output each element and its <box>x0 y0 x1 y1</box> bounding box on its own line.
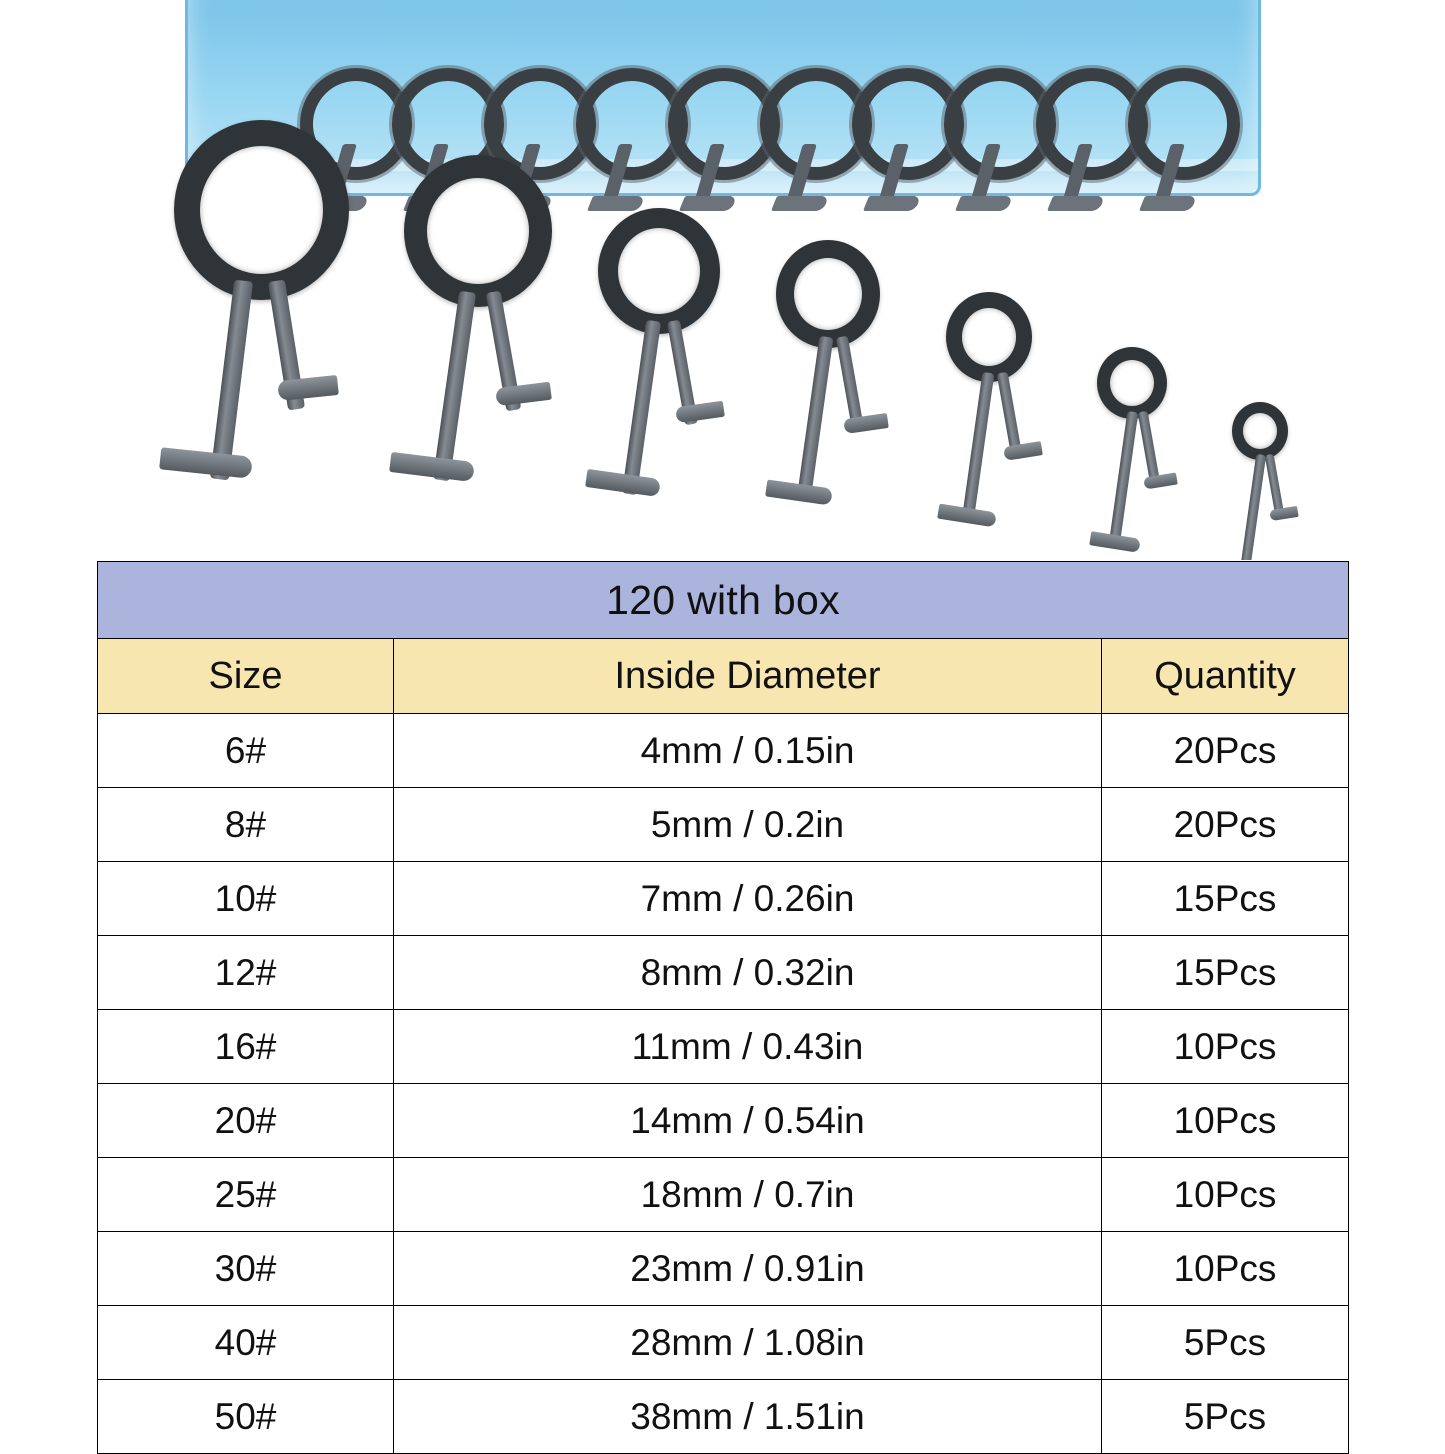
table-row <box>98 936 1349 1010</box>
cell-quantity: 15Pcs <box>1102 936 1349 1010</box>
cell-size: 6# <box>98 714 394 788</box>
cell-quantity: 20Pcs <box>1102 788 1349 862</box>
cell-quantity: 10Pcs <box>1102 1010 1349 1084</box>
cell-quantity: 10Pcs <box>1102 1084 1349 1158</box>
guide-ring-50 <box>160 120 360 500</box>
cell-diameter: 11mm / 0.43in <box>394 1010 1102 1084</box>
cell-quantity: 5Pcs <box>1102 1380 1349 1454</box>
guide-ring-25 <box>768 240 898 560</box>
table-row <box>98 1306 1349 1380</box>
cell-size: 50# <box>98 1380 394 1454</box>
guide-ring-40 <box>392 155 567 515</box>
table-title: 120 with box <box>98 562 1349 639</box>
cell-quantity: 10Pcs <box>1102 1232 1349 1306</box>
specification-table <box>97 561 1349 1454</box>
table-row <box>98 1380 1349 1454</box>
specification-table-wrapper <box>97 561 1348 1454</box>
table-title-row <box>98 562 1349 639</box>
cell-size: 40# <box>98 1306 394 1380</box>
product-photo <box>0 0 1445 560</box>
guide-ring-16 <box>1092 347 1188 560</box>
guide-ring-12 <box>1228 402 1310 560</box>
table-row <box>98 1158 1349 1232</box>
table-row <box>98 862 1349 936</box>
cell-size: 25# <box>98 1158 394 1232</box>
column-header-quantity: Quantity <box>1102 639 1349 714</box>
table-row <box>98 714 1349 788</box>
cell-size: 10# <box>98 862 394 936</box>
table-row <box>98 1084 1349 1158</box>
table-row <box>98 1010 1349 1084</box>
table-row <box>98 1232 1349 1306</box>
cell-size: 30# <box>98 1232 394 1306</box>
cell-diameter: 38mm / 1.51in <box>394 1380 1102 1454</box>
guide-ring-30 <box>588 208 736 538</box>
cell-size: 20# <box>98 1084 394 1158</box>
cell-size: 8# <box>98 788 394 862</box>
cell-diameter: 18mm / 0.7in <box>394 1158 1102 1232</box>
cell-quantity: 20Pcs <box>1102 714 1349 788</box>
cell-diameter: 4mm / 0.15in <box>394 714 1102 788</box>
cell-diameter: 23mm / 0.91in <box>394 1232 1102 1306</box>
cell-diameter: 14mm / 0.54in <box>394 1084 1102 1158</box>
cell-size: 12# <box>98 936 394 1010</box>
guide-ring-20 <box>940 292 1052 560</box>
column-header-inside-diameter: Inside Diameter <box>394 639 1102 714</box>
cell-quantity: 10Pcs <box>1102 1158 1349 1232</box>
column-header-size: Size <box>98 639 394 714</box>
cell-diameter: 7mm / 0.26in <box>394 862 1102 936</box>
table-header-row <box>98 639 1349 714</box>
table-row <box>98 788 1349 862</box>
cell-size: 16# <box>98 1010 394 1084</box>
cell-diameter: 8mm / 0.32in <box>394 936 1102 1010</box>
cell-quantity: 15Pcs <box>1102 862 1349 936</box>
guide-size-lineup <box>0 60 1445 560</box>
cell-diameter: 5mm / 0.2in <box>394 788 1102 862</box>
cell-diameter: 28mm / 1.08in <box>394 1306 1102 1380</box>
cell-quantity: 5Pcs <box>1102 1306 1349 1380</box>
